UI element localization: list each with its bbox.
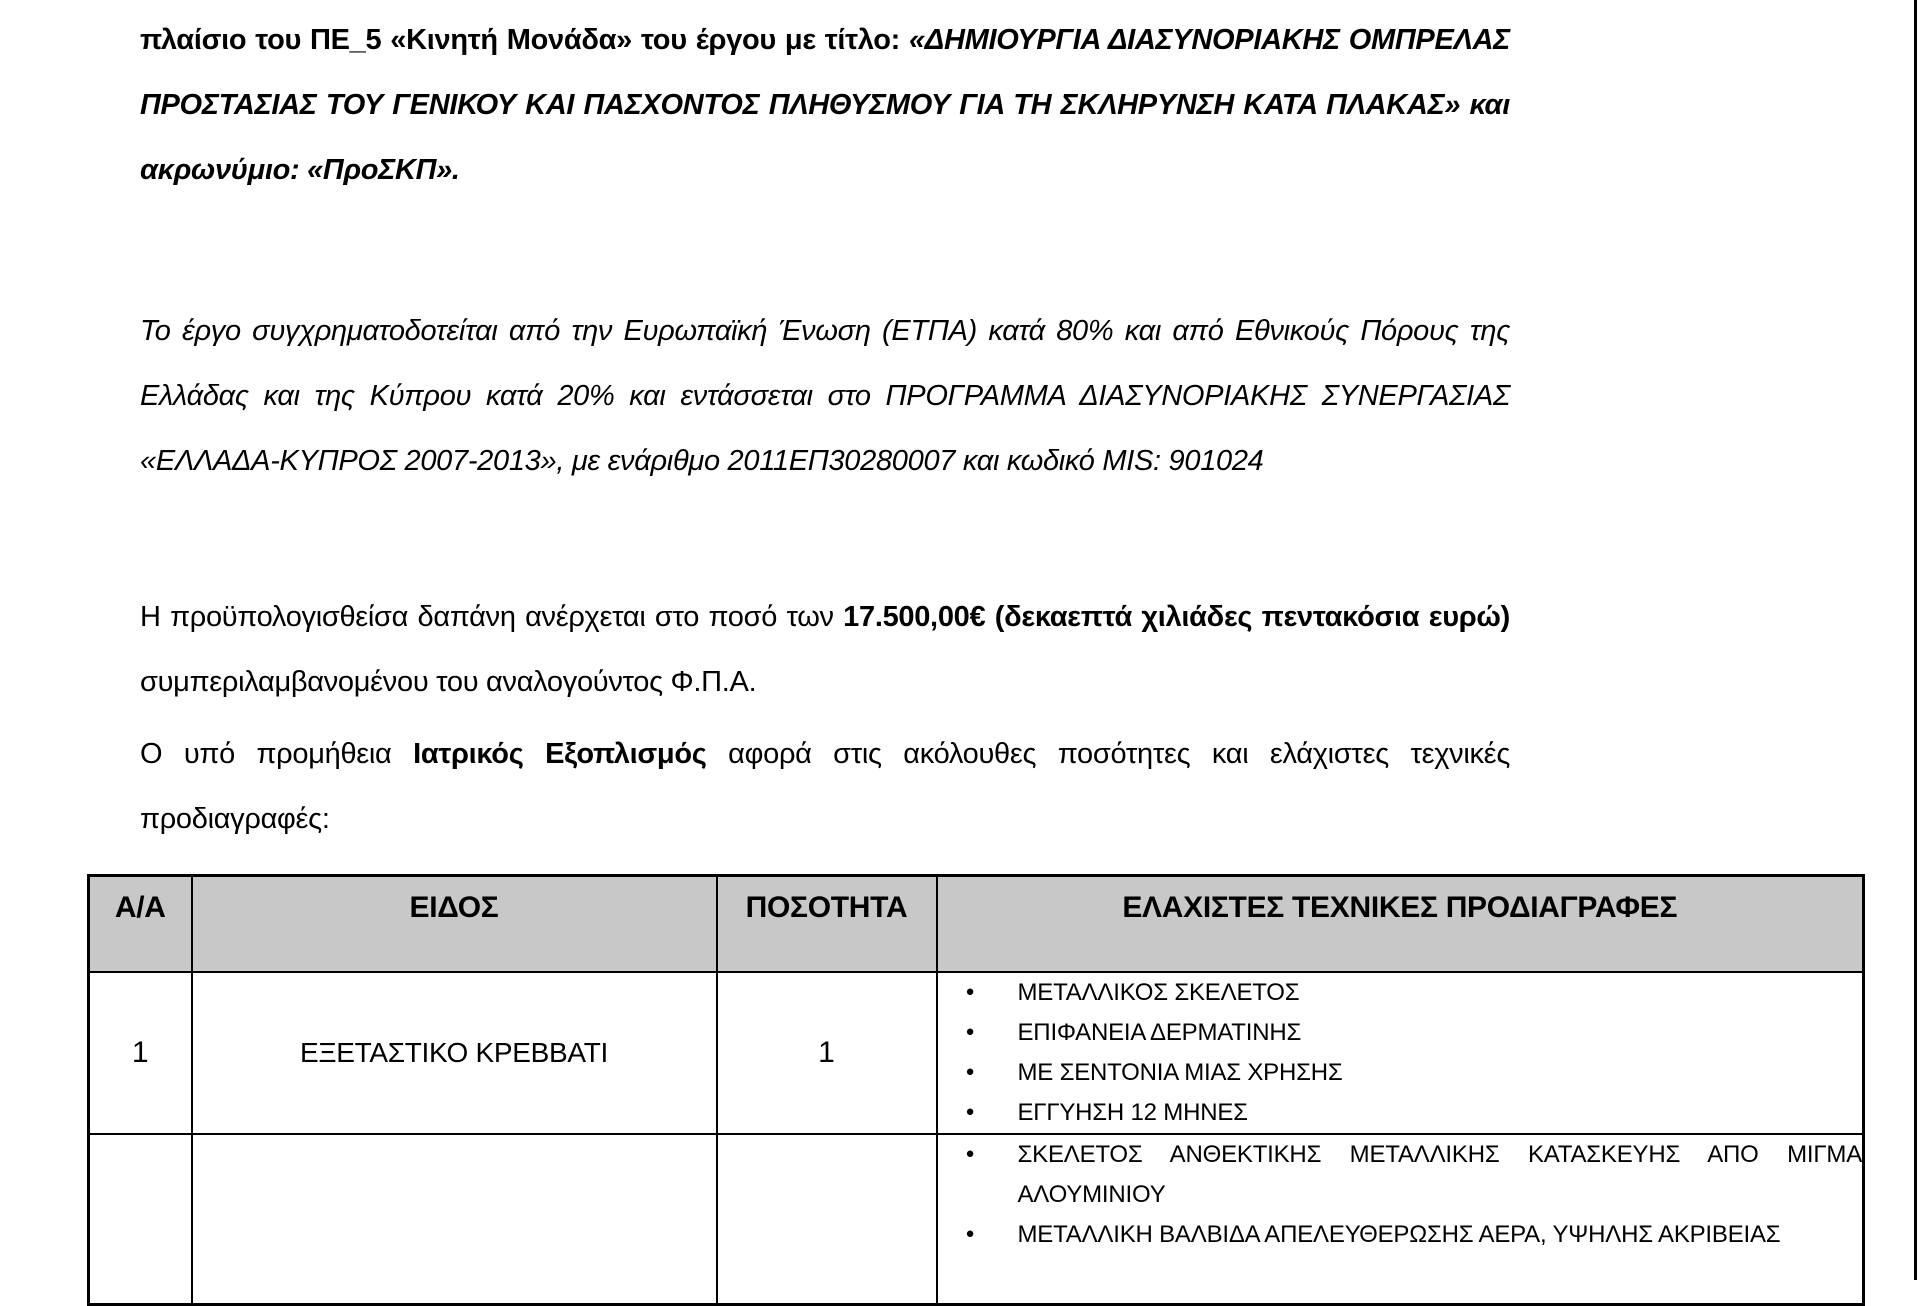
paragraph-1 <box>140 8 1510 203</box>
procurement-table <box>87 874 1865 1306</box>
cell-item-name: ΕΞΕΤΑΣΤΙΚΟ ΚΡΕΒΒΑΤΙ <box>192 972 717 1134</box>
text-segment: αφορά στις ακόλουθες ποσότητες και ελάχιστες τεχνικές προδιαγραφές: <box>140 738 1510 835</box>
text-segment: 17.500,00€ (δεκαεπτά χιλιάδες πεντακόσια ευρώ) <box>843 601 1510 633</box>
cell-quantity <box>717 1134 937 1304</box>
table-row <box>89 972 1864 1134</box>
spec-text: ΜΕ ΣΕΝΤΟΝΙΑ ΜΙΑΣ ΧΡΗΣΗΣ <box>1017 1059 1343 1086</box>
table-header-cell: ΠΟΣΟΤΗΤΑ <box>717 876 937 973</box>
spec-bullet-item <box>938 1013 1863 1053</box>
cell-serial-number <box>89 1134 192 1304</box>
cell-technical-specs <box>937 972 1864 1134</box>
text-segment: Ο υπό προμήθεια <box>140 738 414 770</box>
document-text <box>140 8 1510 852</box>
spec-text: ΜΕΤΑΛΛΙΚΗ ΒΑΛΒΙΔΑ ΑΠΕΛΕΥΘΕΡΩΣΗΣ ΑΕΡΑ, ΥΨΗΛΗΣ ΑΚΡΙΒΕΙΑΣ <box>1017 1221 1781 1248</box>
paragraph-4 <box>140 722 1510 852</box>
table-header-row <box>89 876 1864 973</box>
bullet-icon: ● <box>965 1145 975 1162</box>
table-header-cell: ΕΙΔΟΣ <box>192 876 717 973</box>
spec-text: ΜΕΤΑΛΛΙΚΟΣ ΣΚΕΛΕΤΟΣ <box>1017 979 1300 1006</box>
table-body <box>89 972 1864 1304</box>
bullet-icon: ● <box>965 1225 975 1242</box>
page-right-edge <box>1914 0 1917 1280</box>
spec-text: ΕΠΙΦΑΝΕΙΑ ΔΕΡΜΑΤΙΝΗΣ <box>1017 1019 1302 1046</box>
text-segment: Το έργο συγχρηματοδοτείται από την Ευρωπαϊκή Ένωση (ΕΤΠΑ) κατά 80% και από Εθνικούς Πόρους της Ελλάδας και της Κύπρου κατά 20% και εντάσσεται στο ΠΡΟΓΡΑΜΜΑ ΔΙΑΣΥΝΟΡΙΑΚΗΣ ΣΥΝΕΡΓΑΣΙΑΣ «ΕΛΛΑΔΑ-ΚΥΠΡΟΣ 2007-2013», με ενάριθμο 2011ΕΠ30280007 και κωδικό MIS: 901024 <box>140 315 1510 477</box>
bullet-icon: ● <box>965 1023 975 1040</box>
table-row <box>89 1134 1864 1304</box>
cell-technical-specs <box>937 1134 1864 1304</box>
spec-bullet-item <box>938 1093 1863 1133</box>
paragraph-3 <box>140 585 1510 715</box>
spec-bullet-item <box>938 1135 1863 1215</box>
bullet-icon: ● <box>965 1103 975 1120</box>
spec-text: ΣΚΕΛΕΤΟΣ ΑΝΘΕΚΤΙΚΗΣ ΜΕΤΑΛΛΙΚΗΣ ΚΑΤΑΣΚΕΥΗΣ ΑΠΟ ΜΙΓΜΑ ΑΛΟΥΜΙΝΙΟΥ <box>1017 1141 1862 1208</box>
table-header-cell: ΕΛΑΧΙΣΤΕΣ ΤΕΧΝΙΚΕΣ ΠΡΟΔΙΑΓΡΑΦΕΣ <box>937 876 1864 973</box>
cell-item-name <box>192 1134 717 1304</box>
cell-quantity: 1 <box>717 972 937 1134</box>
bullet-icon: ● <box>965 1063 975 1080</box>
spec-bullet-item <box>938 973 1863 1013</box>
text-segment: συμπεριλαμβανομένου του αναλογούντος Φ.Π.Α. <box>140 666 757 698</box>
text-segment: «ΔΗΜΙΟΥΡΓΙΑ ΔΙΑΣΥΝΟΡΙΑΚΗΣ ΟΜΠΡΕΛΑΣ ΠΡΟΣΤΑΣΙΑΣ ΤΟΥ ΓΕΝΙΚΟΥ ΚΑΙ ΠΑΣΧΟΝΤΟΣ ΠΛΗΘΥΣΜΟΥ ΓΙΑ ΤΗ ΣΚΛΗΡΥΝΣΗ ΚΑΤΑ ΠΛΑΚΑΣ» <box>140 24 1510 121</box>
text-segment: πλαίσιο του ΠΕ_5 «Κινητή Μονάδα» του έργου με τίτλο: <box>140 24 909 56</box>
text-segment: και ακρωνύμιο: «ΠροΣΚΠ». <box>140 89 1510 186</box>
spec-text: ΕΓΓΥΗΣΗ 12 ΜΗΝΕΣ <box>1017 1099 1248 1126</box>
table-header-cell: Α/Α <box>89 876 192 973</box>
cell-serial-number: 1 <box>89 972 192 1134</box>
text-segment: Ιατρικός Εξοπλισμός <box>413 738 707 770</box>
spec-bullet-item <box>938 1215 1863 1255</box>
bullet-icon: ● <box>965 983 975 1000</box>
spec-bullet-item <box>938 1053 1863 1093</box>
text-segment: Η προϋπολογισθείσα δαπάνη ανέρχεται στο ποσό των <box>140 601 844 633</box>
paragraph-2 <box>140 299 1510 494</box>
